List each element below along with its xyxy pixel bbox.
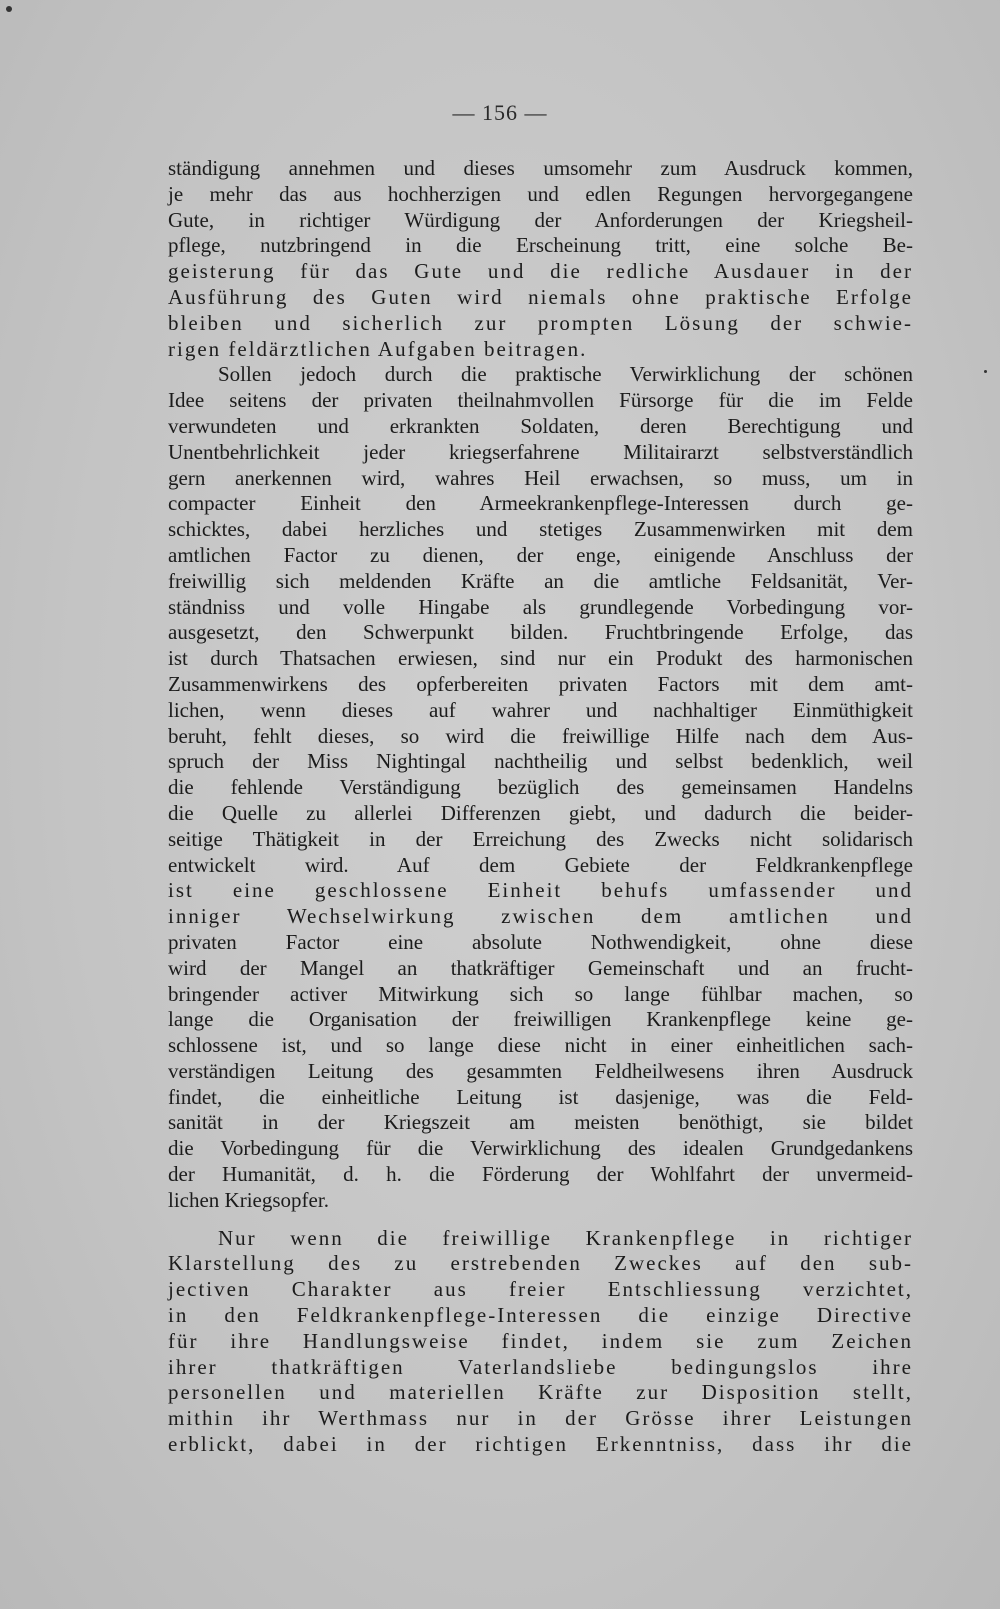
text-line: wird der Mangel an thatkräftiger Gemeinschaft und an frucht- — [168, 955, 913, 980]
text-line: ständniss und volle Hingabe als grundlegende Vorbedingung vor- — [168, 594, 913, 619]
text-line: je mehr das aus hochherzigen und edlen Regungen hervorgegangene — [168, 181, 913, 206]
text-line: schlossene ist, und so lange diese nicht in einer einheitlichen sach- — [168, 1033, 913, 1058]
text-line: amtlichen Factor zu dienen, der enge, einigende Anschluss der — [168, 542, 913, 567]
text-line: lichen, wenn dieses auf wahrer und nachhaltiger Einmüthigkeit — [168, 697, 913, 722]
text-line: entwickelt wird. Auf dem Gebiete der Feldkrankenpflege — [168, 852, 913, 877]
text-line: ständigung annehmen und dieses umsomehr zum Ausdruck kommen, — [168, 156, 913, 180]
text-line: bleiben und sicherlich zur prompten Lösung der schwie- — [168, 310, 913, 335]
text-line: privaten Factor eine absolute Nothwendigkeit, ohne diese — [168, 929, 913, 954]
text-line: ist eine geschlossene Einheit behufs umfassender und — [168, 878, 913, 903]
text-line: pflege, nutzbringend in die Erscheinung tritt, eine solche Be- — [168, 233, 913, 258]
text-line: verständigen Leitung des gesammten Feldheilwesens ihren Ausdruck — [168, 1058, 913, 1083]
text-line: Nur wenn die freiwillige Krankenpflege in richtiger — [218, 1225, 913, 1250]
text-line: die Vorbedingung für die Verwirklichung des idealen Grundgedankens — [168, 1136, 913, 1161]
text-line: ihrer thatkräftigen Vaterlandsliebe bedingungslos ihre — [168, 1354, 913, 1379]
text-line: für ihre Handlungsweise findet, indem sie zum Zeichen — [168, 1328, 913, 1353]
text-line: bringender activer Mitwirkung sich so lange fühlbar machen, so — [168, 981, 913, 1006]
body-text — [168, 156, 913, 1458]
text-line: der Humanität, d. h. die Förderung der Wohlfahrt der unvermeid- — [168, 1162, 913, 1187]
text-line: inniger Wechselwirkung zwischen dem amtlichen und — [168, 904, 913, 929]
text-line: jectiven Charakter aus freier Entschliessung verzichtet, — [168, 1277, 913, 1302]
text-line: lange die Organisation der freiwilligen Krankenpflege keine ge- — [168, 1007, 913, 1032]
text-line: schicktes, dabei herzliches und stetiges Zusammenwirken mit dem — [168, 517, 913, 542]
text-line: erblickt, dabei in der richtigen Erkenntniss, dass ihr die — [168, 1432, 913, 1457]
text-line: beruht, fehlt dieses, so wird die freiwillige Hilfe nach dem Aus- — [168, 723, 913, 748]
text-line: geisterung für das Gute und die redliche Ausdauer in der — [168, 259, 913, 284]
text-line: sanität in der Kriegszeit am meisten benöthigt, sie bildet — [168, 1110, 913, 1135]
text-line: ist durch Thatsachen erwiesen, sind nur ein Produkt des harmonischen — [168, 646, 913, 671]
text-line: Idee seitens der privaten theilnahmvollen Fürsorge für die im Felde — [168, 388, 913, 413]
text-line: rigen feldärztlichen Aufgaben beitragen. — [168, 336, 588, 361]
text-line: findet, die einheitliche Leitung ist dasjenige, was die Feld- — [168, 1084, 913, 1109]
text-line: die Quelle zu allerlei Differenzen giebt, und dadurch die beider- — [168, 800, 913, 825]
text-line: lichen Kriegsopfer. — [168, 1187, 329, 1212]
text-line: freiwillig sich meldenden Kräfte an die amtliche Feldsanität, Ver- — [168, 568, 913, 593]
page-number: — 156 — — [452, 100, 548, 125]
text-line: Sollen jedoch durch die praktische Verwirklichung der schönen — [218, 362, 913, 387]
text-line: ausgesetzt, den Schwerpunkt bilden. Fruchtbringende Erfolge, das — [168, 620, 913, 645]
text-line: gern anerkennen wird, wahres Heil erwachsen, so muss, um in — [168, 465, 913, 490]
text-line: Unentbehrlichkeit jeder kriegserfahrene Militairarzt selbstverständlich — [168, 439, 913, 464]
text-line: verwundeten und erkrankten Soldaten, deren Berechtigung und — [168, 413, 913, 438]
text-line: die fehlende Verständigung bezüglich des gemeinsamen Handelns — [168, 775, 913, 800]
text-line: Zusammenwirkens des opferbereiten privaten Factors mit dem amt- — [168, 671, 913, 696]
ink-speck — [984, 370, 987, 373]
ink-speck — [6, 6, 12, 12]
text-line: mithin ihr Werthmass nur in der Grösse ihrer Leistungen — [168, 1406, 913, 1431]
text-line: spruch der Miss Nightingal nachtheilig und selbst bedenklich, weil — [168, 749, 913, 774]
text-line: compacter Einheit den Armeekrankenpflege-Interessen durch ge- — [168, 491, 913, 516]
text-line: seitige Thätigkeit in der Erreichung des Zwecks nicht solidarisch — [168, 826, 913, 851]
text-line: Gute, in richtiger Würdigung der Anforderungen der Kriegsheil- — [168, 207, 913, 232]
text-line: personellen und materiellen Kräfte zur Disposition stellt, — [168, 1380, 913, 1405]
text-line: Ausführung des Guten wird niemals ohne praktische Erfolge — [168, 284, 913, 309]
text-line: Klarstellung des zu erstrebenden Zweckes auf den sub- — [168, 1251, 913, 1276]
text-line: in den Feldkrankenpflege-Interessen die einzige Directive — [168, 1303, 913, 1328]
